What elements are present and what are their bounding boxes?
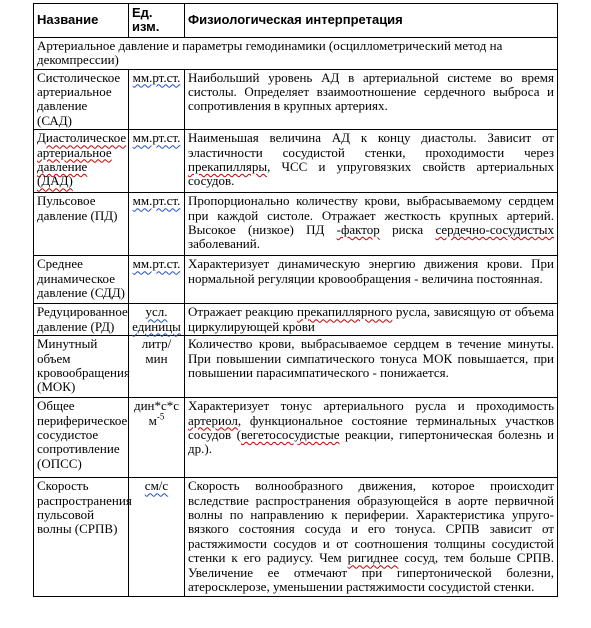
header-row — [34, 4, 558, 38]
param-unit: мм.рт.ст. — [129, 130, 185, 193]
param-interpretation: Наименьшая величина АД к концу диастолы. Зависит от эластичности сосудистой стенки, проходимости через прекапилляры, ЧСС и упруговязких свойств артериальных сосудов. — [185, 130, 558, 193]
param-interpretation: Количество крови, выбрасываемое сердцем в течение минуты. При повышении симпатического тонуса МОК повышается, при повышении парасимпатического - понижается. — [185, 336, 558, 398]
param-name: Среднее динамическое давление (СДД) — [34, 256, 129, 304]
param-unit: см/с — [129, 478, 185, 596]
header-interpretation: Физиологическая интерпретация — [185, 4, 558, 38]
table-row — [34, 478, 558, 596]
section-row — [34, 37, 558, 69]
param-interpretation: Пропорционально количеству крови, выбрасываемому сердцем при каждой систоле. Отражает жесткость крупных артерий. Высокое (низкое) ПД -фактор риска сердечно-сосудистых заболеваний. — [185, 193, 558, 256]
header-unit: Ед. изм. — [129, 4, 185, 38]
physiology-table — [33, 3, 558, 597]
param-unit: мм.рт.ст. — [129, 256, 185, 304]
table-row — [34, 130, 558, 193]
table-row — [34, 193, 558, 256]
param-unit: литр/мин — [129, 336, 185, 398]
table-row — [34, 304, 558, 336]
param-unit: мм.рт.ст. — [129, 69, 185, 130]
param-interpretation: Характеризует динамическую энергию движения крови. При нормальной регуляции кровообращения - величина постоянная. — [185, 256, 558, 304]
param-interpretation: Наибольший уровень АД в артериальной системе во время систолы. Определяет взаимоотношение сердечного выброса и сопротивления в крупных артериях. — [185, 69, 558, 130]
param-name: Систолическое артериальное давление (САД) — [34, 69, 129, 130]
param-name: Общее периферическое сосудистое сопротивление (ОПСС) — [34, 398, 129, 478]
param-name: Редуцированное давление (РД) — [34, 304, 129, 336]
table-row — [34, 256, 558, 304]
param-name: Пульсовое давление (ПД) — [34, 193, 129, 256]
table-row — [34, 336, 558, 398]
table-row — [34, 69, 558, 130]
header-name: Название — [34, 4, 129, 38]
param-unit: мм.рт.ст. — [129, 193, 185, 256]
param-interpretation: Скорость волнообразного движения, которое происходит вследствие распространения образующейся в аорте первичной волны по направлению к периферии. Характеристика упруго-вязкого состояния сосуда и его тонуса. СРПВ зависит от растяжимости сосудов и от соотношения толщины сосудистой стенки к его радиусу. Чем ригиднее сосуд, тем больше СРПВ. Увеличение ее отмечают при гипертонической болезни, атеросклерозе, уменьшении растяжимости сосудистой стенки. — [185, 478, 558, 596]
param-interpretation: Отражает реакцию прекапиллярного русла, зависящую от объема циркулирующей крови — [185, 304, 558, 336]
param-name: Минутный объем кровообращения (МОК) — [34, 336, 129, 398]
table-row — [34, 398, 558, 478]
param-unit: дин*с*с $м^{-5}$ — [129, 398, 185, 478]
param-unit: усл. единицы — [129, 304, 185, 336]
param-name: Скорость распространения пульсовой волны (СРПВ) — [34, 478, 129, 596]
param-name: Диастолическое артериальное давление (ДАД) — [34, 130, 129, 193]
param-interpretation: Характеризует тонус артериального русла и проходимость артериол, функциональное состояние терминальных участков сосудов (вегетососудистые реакции, гипертоническая болезнь и др.). — [185, 398, 558, 478]
section-title: Артериальное давление и параметры гемодинамики (осциллометрический метод на декомпрессии) — [34, 37, 558, 69]
